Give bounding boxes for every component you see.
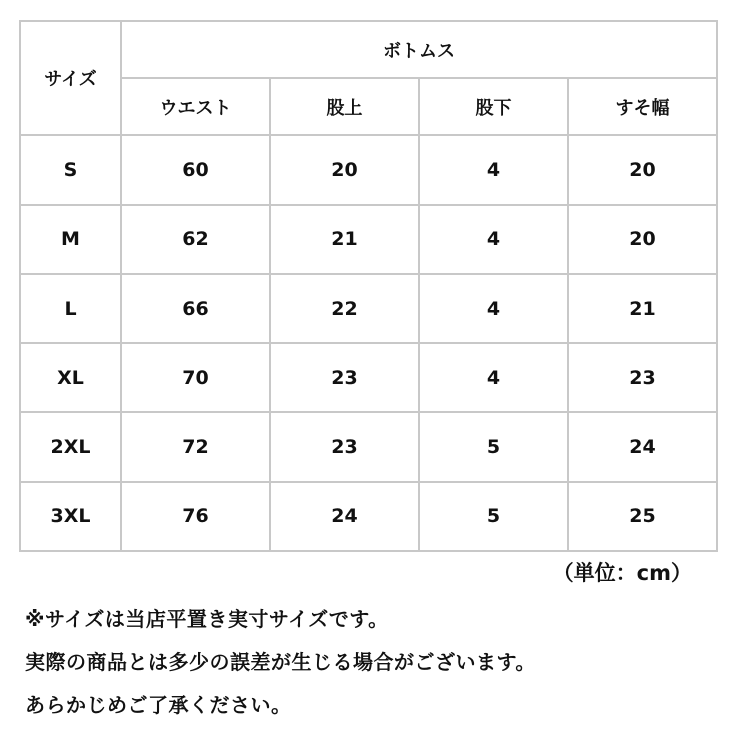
size-label: 2XL: [20, 412, 121, 481]
hem-width-cell: 23: [568, 343, 717, 412]
column-header-waist: ウエスト: [121, 78, 270, 135]
table-row-s: [20, 135, 717, 204]
waist-cell: 76: [121, 482, 270, 551]
table-row-3xl: [20, 482, 717, 551]
hem-width-cell: 20: [568, 135, 717, 204]
rise-cell: 21: [270, 205, 419, 274]
waist-cell: 70: [121, 343, 270, 412]
hem-width-cell: 25: [568, 482, 717, 551]
size-label: 3XL: [20, 482, 121, 551]
rise-cell: 23: [270, 412, 419, 481]
notes-block: [25, 598, 725, 727]
inseam-cell: 5: [419, 482, 568, 551]
waist-cell: 72: [121, 412, 270, 481]
inseam-cell: 4: [419, 205, 568, 274]
waist-cell: 60: [121, 135, 270, 204]
column-header-hem-width: すそ幅: [568, 78, 717, 135]
size-label: L: [20, 274, 121, 343]
table-row-2xl: [20, 412, 717, 481]
size-label: M: [20, 205, 121, 274]
rise-cell: 23: [270, 343, 419, 412]
header-row-columns: [20, 78, 717, 135]
table-row-l: [20, 274, 717, 343]
bottoms-group-header: ボトムス: [121, 21, 717, 78]
note-line-variance: 実際の商品とは多少の誤差が生じる場合がございます。: [25, 650, 536, 674]
hem-width-cell: 21: [568, 274, 717, 343]
size-label: S: [20, 135, 121, 204]
inseam-cell: 4: [419, 135, 568, 204]
unit-note: （単位：cm）: [552, 561, 692, 585]
hem-width-cell: 24: [568, 412, 717, 481]
size-column-header: サイズ: [20, 21, 121, 135]
rise-cell: 22: [270, 274, 419, 343]
hem-width-cell: 20: [568, 205, 717, 274]
waist-cell: 66: [121, 274, 270, 343]
waist-cell: 62: [121, 205, 270, 274]
rise-cell: 20: [270, 135, 419, 204]
note-line-measurement: ※サイズは当店平置き実寸サイズです。: [25, 607, 389, 631]
size-chart-table: [19, 20, 718, 552]
rise-cell: 24: [270, 482, 419, 551]
inseam-cell: 5: [419, 412, 568, 481]
table-row-m: [20, 205, 717, 274]
inseam-cell: 4: [419, 343, 568, 412]
size-label: XL: [20, 343, 121, 412]
inseam-cell: 4: [419, 274, 568, 343]
header-row-group: [20, 21, 717, 78]
table-row-xl: [20, 343, 717, 412]
note-line-acknowledge: あらかじめご了承ください。: [25, 693, 292, 717]
column-header-rise: 股上: [270, 78, 419, 135]
column-header-inseam: 股下: [419, 78, 568, 135]
